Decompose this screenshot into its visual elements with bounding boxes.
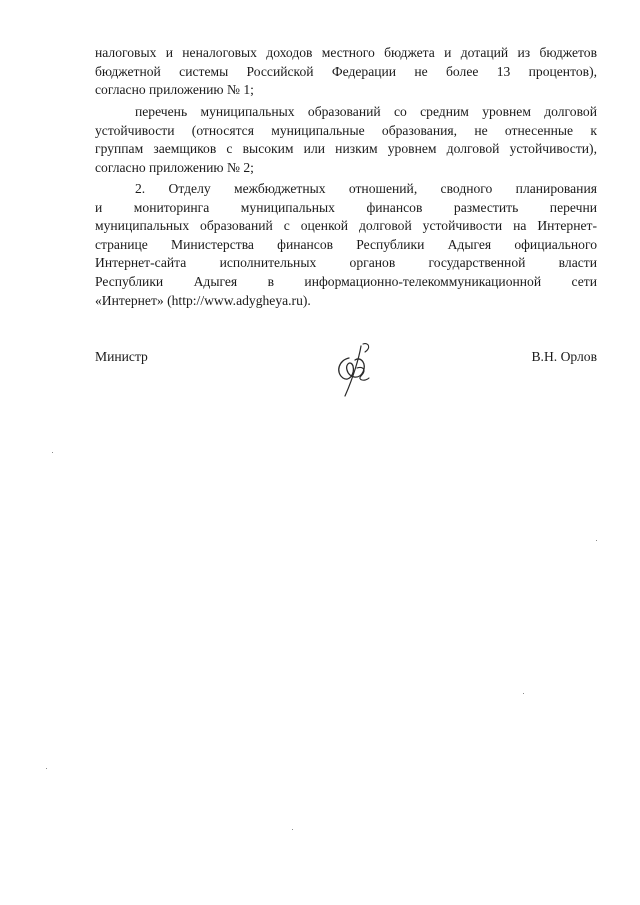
signer-name: В.Н. Орлов xyxy=(531,349,597,364)
scan-speck xyxy=(46,768,47,769)
text-line: налоговых и неналоговых доходов местного бюджета и дотаций из бюджетов xyxy=(95,45,597,60)
scan-speck xyxy=(52,452,53,453)
text-line: Интернет-сайта исполнительных органов государственной власти xyxy=(95,255,597,271)
paragraph-item-2 xyxy=(95,180,597,310)
text-line: 2. Отделу межбюджетных отношений, сводного планирования xyxy=(135,181,597,196)
text-line: согласно приложению № 2; xyxy=(95,159,254,175)
text-line: странице Министерства финансов Республики Адыгея официального xyxy=(95,236,597,252)
scan-speck xyxy=(596,540,597,541)
text-line: перечень муниципальных образований со средним уровнем долговой xyxy=(135,104,597,119)
text-line: муниципальных образований с оценкой долговой устойчивости на Интернет- xyxy=(95,218,597,234)
handwritten-signature xyxy=(331,338,381,400)
paragraph-medium-stability-list xyxy=(95,103,597,177)
signer-title: Министр xyxy=(95,349,148,364)
text-line: группам заемщиков с высоким или низким уровнем долговой устойчивости), xyxy=(95,141,597,157)
text-line: Республики Адыгея в информационно-телекоммуникационной сети xyxy=(95,273,597,289)
paragraph-continuation xyxy=(95,44,597,100)
scan-speck xyxy=(523,693,524,694)
text-line: согласно приложению № 1; xyxy=(95,82,254,98)
text-line: «Интернет» (http://www.adygheya.ru). xyxy=(95,292,311,308)
scan-speck xyxy=(292,829,293,830)
signature-block xyxy=(95,348,597,408)
text-line: и мониторинга муниципальных финансов разместить перечни xyxy=(95,199,597,215)
text-line: устойчивости (относятся муниципальные образования, не отнесенные к xyxy=(95,122,597,138)
text-line: бюджетной системы Российской Федерации не более 13 процентов), xyxy=(95,63,597,79)
